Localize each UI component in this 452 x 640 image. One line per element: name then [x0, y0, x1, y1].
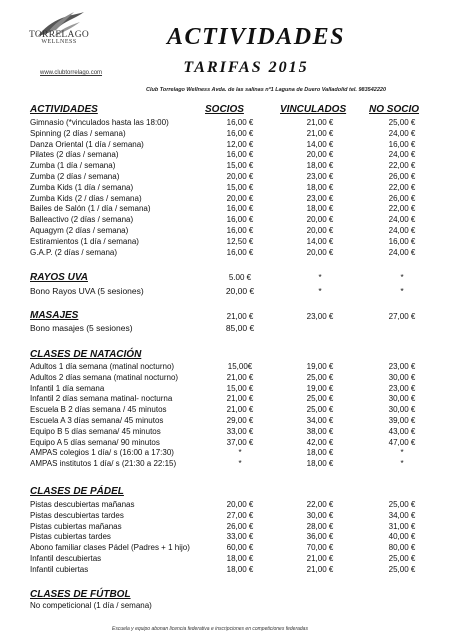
row-name: AMPAS colegios 1 día/ s (16:00 a 17:30) [30, 448, 174, 458]
section-title-masajes: MASAJES [30, 310, 79, 321]
price-vinculados: 14,00 € [306, 236, 334, 246]
price-no-socio: * [400, 448, 404, 458]
price-socios: 16,00 € [226, 118, 254, 127]
price-vinculados: * [318, 273, 322, 282]
row-name: Escuela A 3 días semana/ 45 minutos [30, 416, 164, 425]
price-vinculados: 21,00 € [306, 118, 334, 127]
table-row [30, 247, 430, 258]
table-row [30, 600, 430, 611]
price-socios: 21,00 € [226, 312, 254, 321]
price-socios: 12,50 € [226, 236, 254, 246]
price-no-socio: 30,00 € [388, 394, 416, 404]
table-row [30, 542, 430, 553]
price-socios: 21,00 € [226, 372, 254, 382]
row-name: Pistas cubiertas mañanas [30, 521, 122, 531]
price-no-socio: 22,00 € [388, 182, 416, 192]
price-socios: 16,00 € [226, 204, 254, 214]
price-no-socio: 22,00 € [388, 161, 416, 171]
price-no-socio: * [400, 286, 404, 296]
row-name: Abono familiar clases Pádel (Padres + 1 hijo) [30, 543, 190, 553]
price-socios: 15,00€ [227, 362, 253, 371]
price-vinculados: 23,00 € [306, 193, 334, 203]
table-row [30, 236, 430, 247]
price-no-socio: * [400, 273, 404, 282]
row-name: Gimnasio (*vinculados hasta las 18:00) [30, 118, 169, 127]
price-vinculados: 19,00 € [306, 362, 334, 371]
price-no-socio: 26,00 € [388, 193, 416, 203]
table-row [30, 311, 430, 322]
price-vinculados: 20,00 € [306, 150, 334, 160]
price-vinculados: 19,00 € [306, 383, 334, 393]
row-name: Infantil cubiertas [30, 564, 89, 574]
price-socios: 15,00 € [226, 383, 254, 393]
row-name: AMPAS institutos 1 día/ s (21:30 a 22:15) [30, 459, 177, 469]
header-vinculados: VINCULADOS [280, 104, 347, 115]
row-name: Balleactivo (2 días / semana) [30, 215, 134, 225]
section-title-padel: CLASES DE PÁDEL [30, 486, 124, 497]
row-name: Bono masajes (5 sesiones) [30, 323, 133, 333]
price-vinculados: 21,00 € [306, 128, 334, 138]
table-row [30, 128, 430, 139]
price-no-socio: 22,00 € [388, 204, 416, 214]
table-row [30, 510, 430, 521]
price-no-socio: 24,00 € [388, 247, 416, 257]
table-row [30, 553, 430, 564]
price-socios: 26,00 € [226, 521, 254, 531]
row-name: Infantil 2 días semana matinal- nocturna [30, 394, 173, 404]
row-name: Bailes de Salón (1 / día / semana) [30, 204, 151, 214]
row-name: Adultos 1 día semana (matinal nocturno) [30, 362, 175, 371]
table-row [30, 499, 430, 510]
price-no-socio: 27,00 € [388, 312, 416, 321]
table-row [30, 203, 430, 214]
price-vinculados: 22,00 € [306, 500, 334, 509]
price-no-socio: * [400, 459, 404, 469]
price-vinculados: 25,00 € [306, 372, 334, 382]
price-vinculados: 38,00 € [306, 426, 334, 436]
price-no-socio: 34,00 € [388, 510, 416, 520]
table-row [30, 393, 430, 404]
price-socios: 16,00 € [226, 128, 254, 138]
table-row [30, 383, 430, 394]
row-name: Spinning (2 días / semana) [30, 128, 126, 138]
price-no-socio: 30,00 € [388, 372, 416, 382]
price-socios: 16,00 € [226, 150, 254, 160]
price-no-socio: 24,00 € [388, 150, 416, 160]
price-socios: 37,00 € [226, 437, 254, 447]
table-row [30, 286, 430, 297]
row-name: Escuela B 2 días semana / 45 minutos [30, 405, 167, 415]
price-vinculados: 28,00 € [306, 521, 334, 531]
row-name: Pistas descubiertas mañanas [30, 500, 135, 509]
row-name: Bono Rayos UVA (5 sesiones) [30, 286, 144, 296]
row-name: Infantil 1 día semana [30, 383, 105, 393]
price-no-socio: 23,00 € [388, 362, 416, 371]
price-no-socio: 40,00 € [388, 532, 416, 542]
price-socios: 27,00 € [226, 510, 254, 520]
price-vinculados: 14,00 € [306, 139, 334, 149]
table-row [30, 426, 430, 437]
price-socios: 85,00 € [225, 323, 255, 333]
price-no-socio: 16,00 € [388, 139, 416, 149]
header-actividades: ACTIVIDADES [30, 104, 98, 115]
price-socios: 20,00 € [226, 500, 254, 509]
price-vinculados: 18,00 € [306, 204, 334, 214]
page-title: ACTIVIDADES [167, 24, 345, 50]
price-vinculados: 18,00 € [306, 459, 334, 469]
brand-sub: WELLNESS [41, 39, 77, 45]
price-vinculados: 36,00 € [306, 532, 334, 542]
price-socios: 15,00 € [226, 161, 254, 171]
row-name: Pistas descubiertas tardes [30, 510, 124, 520]
price-vinculados: 25,00 € [306, 394, 334, 404]
table-row [30, 193, 430, 204]
website-link[interactable]: www.clubtorrelago.com [40, 70, 103, 76]
row-name: Danza Oriental (1 día / semana) [30, 139, 144, 149]
price-socios: 12,00 € [226, 139, 254, 149]
row-name: Infantil descubiertas [30, 554, 102, 563]
price-no-socio: 25,00 € [388, 564, 416, 574]
price-socios: 15,00 € [226, 182, 254, 192]
price-vinculados: 20,00 € [306, 226, 334, 235]
price-vinculados: 30,00 € [306, 510, 334, 520]
table-row [30, 437, 430, 448]
row-name: Pistas cubiertas tardes [30, 532, 111, 542]
price-vinculados: 23,00 € [306, 312, 334, 321]
price-no-socio: 43,00 € [388, 426, 416, 436]
club-address: Club Torrelago Wellness Avda. de las salinas nº1 Laguna de Duero Valladolid tel. 983542220 [146, 87, 387, 93]
row-name: Equipo A 5 días semana/ 90 minutos [30, 437, 160, 447]
price-socios: * [238, 459, 242, 469]
price-vinculados: 70,00 € [306, 543, 334, 553]
price-socios: 16,00 € [226, 226, 254, 235]
table-row [30, 182, 430, 193]
price-socios: 20,00 € [225, 286, 255, 296]
price-no-socio: 24,00 € [388, 215, 416, 225]
price-no-socio: 26,00 € [388, 172, 416, 181]
price-vinculados: 18,00 € [306, 448, 334, 458]
table-row [30, 323, 430, 334]
price-no-socio: 24,00 € [388, 128, 416, 138]
price-socios: 33,00 € [226, 426, 254, 436]
table-row [30, 160, 430, 171]
price-socios: 5.00 € [228, 273, 252, 282]
row-name: Adultos 2 días semana (matinal nocturno) [30, 372, 179, 382]
price-socios: 21,00 € [226, 394, 254, 404]
table-row [30, 225, 430, 236]
price-socios: 29,00 € [226, 416, 254, 425]
price-vinculados: 20,00 € [306, 215, 334, 225]
price-socios: * [238, 448, 242, 458]
table-row [30, 521, 430, 532]
price-socios: 20,00 € [226, 193, 254, 203]
price-vinculados: 21,00 € [306, 554, 334, 563]
table-row [30, 458, 430, 469]
row-name: Aquagym (2 días / semana) [30, 226, 129, 235]
table-row [30, 404, 430, 415]
price-socios: 21,00 € [226, 405, 254, 415]
table-row [30, 531, 430, 542]
price-vinculados: 20,00 € [306, 247, 334, 257]
price-vinculados: 18,00 € [306, 161, 334, 171]
header-socios: SOCIOS [205, 104, 244, 115]
price-vinculados: 18,00 € [306, 182, 334, 192]
price-no-socio: 25,00 € [388, 500, 416, 509]
price-socios: 18,00 € [226, 554, 254, 563]
price-no-socio: 25,00 € [388, 554, 416, 563]
table-row [30, 361, 430, 372]
section-title-natacion: CLASES DE NATACIÓN [30, 349, 142, 360]
row-name: Zumba (1 día / semana) [30, 161, 116, 171]
table-row [30, 564, 430, 575]
price-vinculados: 34,00 € [306, 416, 334, 425]
price-socios: 18,00 € [226, 564, 254, 574]
price-socios: 33,00 € [226, 532, 254, 542]
price-no-socio: 24,00 € [388, 226, 416, 235]
row-name: G.A.P. (2 días / semana) [30, 247, 118, 257]
price-no-socio: 31,00 € [388, 521, 416, 531]
row-name: No competicional (1 día / semana) [30, 601, 152, 610]
table-row [30, 171, 430, 182]
row-name: Pilates (2 días / semana) [30, 150, 119, 160]
section-title-rayos: RAYOS UVA [30, 272, 88, 283]
table-row [30, 272, 430, 283]
table-row [30, 117, 430, 128]
table-row [30, 149, 430, 160]
page-subtitle: TARIFAS 2015 [183, 59, 309, 76]
table-row [30, 415, 430, 426]
price-no-socio: 23,00 € [388, 383, 416, 393]
table-row [30, 214, 430, 225]
price-no-socio: 39,00 € [388, 416, 416, 425]
price-socios: 60,00 € [226, 543, 254, 553]
brand-name: TORRELAGO [28, 30, 90, 40]
footer-note: Escuela y equipo abonan licencia federativa e inscripciones en competiciones federadas [112, 626, 308, 632]
price-no-socio: 30,00 € [388, 405, 416, 415]
header-no-socio: NO SOCIO [369, 104, 420, 115]
price-no-socio: 25,00 € [388, 118, 416, 127]
table-row [30, 447, 430, 458]
row-name: Zumba Kids (1 día / semana) [30, 182, 134, 192]
section-title-futbol: CLASES DE FÚTBOL [30, 589, 131, 600]
table-row [30, 139, 430, 150]
price-vinculados: * [318, 286, 322, 296]
row-name: Zumba Kids (2 / días / semana) [30, 193, 142, 203]
price-vinculados: 21,00 € [306, 564, 334, 574]
table-row [30, 372, 430, 383]
price-no-socio: 47,00 € [388, 437, 416, 447]
price-vinculados: 42,00 € [306, 437, 334, 447]
price-no-socio: 80,00 € [388, 543, 416, 553]
price-socios: 16,00 € [226, 247, 254, 257]
row-name: Zumba (2 días / semana) [30, 172, 120, 181]
price-socios: 20,00 € [226, 172, 254, 181]
price-vinculados: 25,00 € [306, 405, 334, 415]
row-name: Estiramientos (1 día / semana) [30, 236, 139, 246]
row-name: Equipo B 5 días semana/ 45 minutos [30, 426, 161, 436]
price-vinculados: 23,00 € [306, 172, 334, 181]
price-no-socio: 16,00 € [388, 236, 416, 246]
price-socios: 16,00 € [226, 215, 254, 225]
